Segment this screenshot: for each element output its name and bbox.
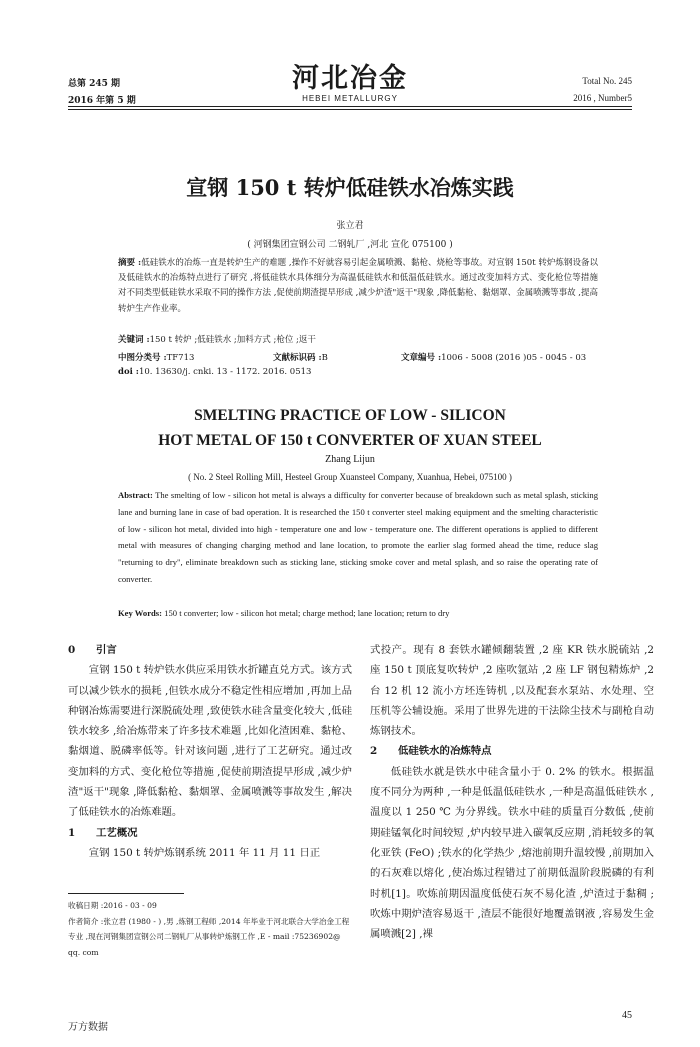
doi-label: doi : xyxy=(118,367,139,377)
keywords-cn-text: 150 t 转炉 ;低硅铁水 ;加料方式 ;枪位 ;返干 xyxy=(149,335,316,345)
keywords-cn xyxy=(118,333,316,345)
abstract-cn xyxy=(118,256,598,317)
body-column-right xyxy=(370,640,654,944)
footnote-rule xyxy=(68,893,184,894)
keywords-en xyxy=(118,608,598,618)
paragraph-low-si-features: 低硅铁水就是铁水中硅含量小于 0. 2% 的铁水。根据温度不同分为两种 ,一种是低温低硅铁水 ,一种是高温低硅铁水 ,温度以 1 250 ℃ 为分界线。铁水中硅的质量百分数低 ,使前期硅锰氧化时间较短 ,炉内较早进入碳氧反应期 ,消耗较多的氧化亚铁 (FeO) ;铁水的化学热少 ,熔池前期升温较慢 ,前期加入的石灰难以熔化 ,使冶炼过程错过了前期低温阶段脱磷的有利时机[1]。吹炼前期因温度低使石灰不易化渣 ,炉渣过于黏稠 ;吹炼中期炉渣容易返干 ,渣层不能很好地覆盖钢液 ,容易发生金属喷溅[2] ,裸 xyxy=(370,765,654,941)
affiliation-cn: ( 河钢集团宣钢公司 二钢轧厂 ,河北 宣化 075100 ) xyxy=(247,240,453,250)
section-heading-0: 0 引言 xyxy=(68,644,117,656)
journal-name-en: HEBEI METALLURGY xyxy=(302,94,398,103)
abstract-cn-text: 低硅铁水的冶炼一直是转炉生产的难题 ,操作不好就容易引起金属喷溅、黏枪、烧枪等事故。对宣钢 150t 转炉炼钢设备以及低硅铁水的冶炼特点进行了研究 ,将低硅铁水具体细分为高温低硅铁水和低温低硅铁水。通过改变加料方式、变化枪位等措施对不同类型低硅铁水采取不同的操作方法 ,促使前期渣提早形成 ,减少炉渣"返干"现象 ,降低黏枪、黏烟罩、金属喷溅等事故 ,提高转炉生产作业率。 xyxy=(118,258,599,314)
paragraph-intro: 宣钢 150 t 转炉铁水供应采用铁水折罐直兑方式。该方式可以减少铁水的损耗 ,但铁水成分不稳定性相应增加 ,再加上品种钢冶炼需要进行深脱硫处理 ,致使铁水硅含量变化较大 ,低硅铁水较多 ,给冶炼带来了许多技术难题 ,比如化渣困难、黏枪、黏烟道、脱磷率低等。针对该问题 ,进行了工艺研究。通过改变加料的方式、变化枪位等措施 ,促使前期渣提早形成 ,减少炉渣"返干"现象 ,降低黏枪、黏烟罩、金属喷溅等事故发生 ,解决了低硅铁水的冶炼难题。 xyxy=(68,664,352,819)
document-code: 文献标识码 :B xyxy=(273,353,328,363)
watermark: 万方数据 xyxy=(68,1022,108,1033)
author-bio: 作者简介 :张立君 (1980 - ) ,男 ,炼钢工程师 ,2014 年毕业于河北联合大学冶金工程专业 ,现在河钢集团宣钢公司二钢轧厂从事转炉炼钢工作 ,E - mail :75236902@ qq. com xyxy=(68,916,350,957)
author-cn: 张立君 xyxy=(336,221,364,231)
paragraph-process-continued: 式投产。现有 8 套铁水罐倾翻装置 ,2 座 KR 铁水脱硫站 ,2 座 150 t 顶底复吹转炉 ,2 座吹氩站 ,2 座 LF 钢包精炼炉 ,2 台 12 机 12 流小方坯连铸机 ,以及配套水泵站、水处理、空压机等公辅设施。采用了世界先进的干法除尘技术与副枪自动炼钢技术。 xyxy=(370,644,654,738)
abstract-cn-label: 摘要 : xyxy=(118,258,142,268)
header-rule-thick xyxy=(68,106,632,107)
paragraph-process-overview: 宣钢 150 t 转炉炼钢系统 2011 年 11 月 11 日正 xyxy=(88,846,321,859)
page-number: 45 xyxy=(622,1010,632,1021)
footnote xyxy=(68,898,352,960)
keywords-en-text: 150 t converter; low - silicon hot metal; charge method; lane location; return to dry xyxy=(162,608,450,618)
keywords-en-label: Key Words: xyxy=(118,608,163,618)
section-heading-1: 1 工艺概况 xyxy=(68,826,138,839)
title-en-line2: HOT METAL OF 150 t CONVERTER OF XUAN STEEL xyxy=(158,432,542,449)
clc-code: 中图分类号 :TF713 xyxy=(118,353,195,363)
affiliation-en: ( No. 2 Steel Rolling Mill, Hesteel Group Xuansteel Company, Xuanhua, Hebei, 075100 ) xyxy=(188,472,512,482)
doi xyxy=(118,367,311,377)
doi-value: 10. 13630/j. cnki. 13 - 1172. 2016. 0513 xyxy=(138,367,312,377)
received-date: 收稿日期 :2016 - 03 - 09 xyxy=(68,901,157,910)
section-heading-2: 2 低硅铁水的冶炼特点 xyxy=(370,745,492,758)
title-en xyxy=(0,403,700,453)
abstract-en xyxy=(118,487,598,588)
header-issue-cn: 2016 年第 5 期 xyxy=(68,96,136,106)
article-number: 文章编号 :1006 - 5008 (2016 )05 - 0045 - 03 xyxy=(401,353,587,363)
header-total-issue-cn: 总第 245 期 xyxy=(68,79,121,89)
abstract-en-label: Abstract: xyxy=(118,490,153,500)
author-en: Zhang Lijun xyxy=(325,454,375,465)
header-issue-en: 2016 , Number5 xyxy=(573,93,632,103)
abstract-en-text: The smelting of low - silicon hot metal is always a difficulty for converter because of breakdown such as metal splash, sticking lane and burning lane in case of bad operation. It is researched the 150 t converter steel making equipment and the smelting characteristic of low - silicon hot metal, divided into high - temperature one and low - temperature one. The different operations is applied to different metal with measures of changing charging method and lane location, to promote the earlier slag formed ahead the time, reduce slag "returning to dry", eliminate breakdown such as sticking lane, sticking smoke cover and metal splash, and so raise the operating rate of converter. xyxy=(118,490,598,584)
header-total-issue-en: Total No. 245 xyxy=(582,76,632,86)
keywords-cn-label: 关键词 : xyxy=(118,335,150,345)
title-cn: 宣钢 150 t 转炉低硅铁水冶炼实践 xyxy=(186,175,514,200)
journal-logo: 河北冶金 xyxy=(292,63,408,94)
header-rule-thin xyxy=(68,109,632,110)
body-column-left xyxy=(68,640,352,863)
title-en-line1: SMELTING PRACTICE OF LOW - SILICON xyxy=(194,407,506,424)
